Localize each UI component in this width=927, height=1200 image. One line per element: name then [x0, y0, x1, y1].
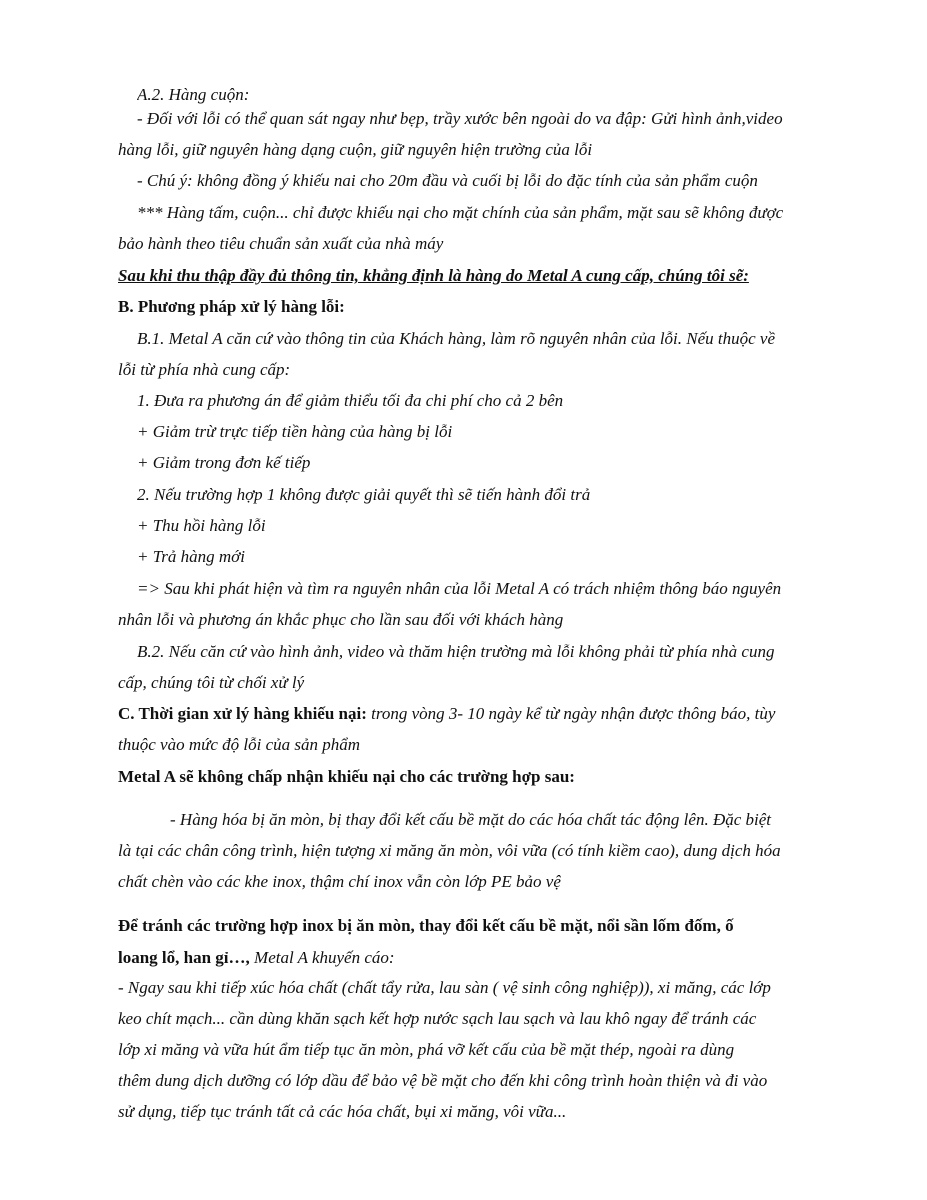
section-b2-line2: cấp, chúng tôi từ chối xử lý	[118, 673, 305, 692]
section-a2-p3-line1: *** Hàng tấm, cuộn... chỉ được khiếu nại cho mặt chính của sản phẩm, mặt sau sẽ không được	[137, 203, 784, 222]
section-b-title: B. Phương pháp xử lý hàng lỗi:	[118, 297, 345, 316]
advice-line4: thêm dung dịch dưỡng có lớp dầu để bảo vệ bề mặt cho đến khi công trình hoàn thiện và đi vào	[118, 1071, 768, 1090]
exclusions-line1: - Hàng hóa bị ăn mòn, bị thay đổi kết cấu bề mặt do các hóa chất tác động lên. Đặc biệt	[170, 810, 772, 829]
advice-title-line1: Để tránh các trường hợp inox bị ăn mòn, thay đổi kết cấu bề mặt, nổi sần lốm đốm, ố	[118, 916, 734, 935]
section-b1-line1: B.1. Metal A căn cứ vào thông tin của Khách hàng, làm rõ nguyên nhân của lỗi. Nếu thuộc về	[137, 329, 776, 348]
advice-line5: sử dụng, tiếp tục tránh tất cả các hóa chất, bụi xi măng, vôi vữa...	[118, 1102, 567, 1121]
section-b1-line2: lỗi từ phía nhà cung cấp:	[118, 360, 291, 379]
list-item: + Thu hồi hàng lỗi	[137, 516, 266, 535]
exclusions-title: Metal A sẽ không chấp nhận khiếu nại cho các trường hợp sau:	[118, 767, 575, 786]
section-b2-line1: B.2. Nếu căn cứ vào hình ảnh, video và thăm hiện trường mà lỗi không phải từ phía nhà cung	[137, 642, 775, 661]
conclusion-line2: nhân lỗi và phương án khắc phục cho lần sau đối với khách hàng	[118, 610, 564, 629]
list-item: + Giảm trong đơn kế tiếp	[137, 453, 311, 472]
list-item: 2. Nếu trường hợp 1 không được giải quyết thì sẽ tiến hành đổi trả	[137, 485, 591, 504]
section-c-title: C. Thời gian xử lý hàng khiếu nại:	[118, 704, 367, 723]
section-a2-title: A.2. Hàng cuộn:	[137, 85, 250, 104]
exclusions-line3: chất chèn vào các khe inox, thậm chí inox vẫn còn lớp PE bảo vệ	[118, 872, 561, 891]
section-c-line2: thuộc vào mức độ lỗi của sản phẩm	[118, 735, 361, 754]
section-c-line1	[118, 703, 818, 725]
section-a2-p1-line1: - Đối với lỗi có thể quan sát ngay như bẹp, trầy xước bên ngoài do va đập: Gửi hình ảnh,video	[137, 109, 783, 128]
exclusions-line2: là tại các chân công trình, hiện tượng xi măng ăn mòn, vôi vữa (có tính kiềm cao), dung dịch hóa	[118, 841, 781, 860]
advice-line2: keo chít mạch... cần dùng khăn sạch kết hợp nước sạch lau sạch và lau khô ngay để tránh các	[118, 1009, 757, 1028]
section-a2-p1-line2: hàng lỗi, giữ nguyên hàng dạng cuộn, giữ nguyên hiện trường của lỗi	[118, 140, 593, 159]
section-a2-p3-line2: bảo hành theo tiêu chuẩn sản xuất của nhà máy	[118, 234, 444, 253]
advice-title-bold: loang lổ, han gỉ…,	[118, 948, 250, 967]
advice-title-italic: Metal A khuyến cáo:	[249, 948, 395, 967]
advice-line3: lớp xi măng và vữa hút ẩm tiếp tục ăn mòn, phá vỡ kết cấu của bề mặt thép, ngoài ra dùng	[118, 1040, 735, 1059]
section-c-text: trong vòng 3- 10 ngày kể từ ngày nhận được thông báo, tùy	[366, 704, 776, 723]
section-a2-p2: - Chú ý: không đồng ý khiếu nai cho 20m đầu và cuối bị lỗi do đặc tính của sản phẩm cuộn	[137, 171, 758, 190]
conclusion-line1: => Sau khi phát hiện và tìm ra nguyên nhân của lỗi Metal A có trách nhiệm thông báo nguyên	[137, 579, 782, 598]
list-item: + Trả hàng mới	[137, 547, 245, 566]
statement-heading: Sau khi thu thập đầy đủ thông tin, khẳng định là hàng do Metal A cung cấp, chúng tôi sẽ:	[118, 266, 749, 285]
advice-line1: - Ngay sau khi tiếp xúc hóa chất (chất tẩy rửa, lau sàn ( vệ sinh công nghiệp)), xi măng, các lớp	[118, 978, 771, 997]
list-item: + Giảm trừ trực tiếp tiền hàng của hàng bị lỗi	[137, 422, 453, 441]
list-item: 1. Đưa ra phương án để giảm thiểu tối đa chi phí cho cả 2 bên	[137, 391, 564, 410]
advice-title-line2	[118, 947, 818, 969]
